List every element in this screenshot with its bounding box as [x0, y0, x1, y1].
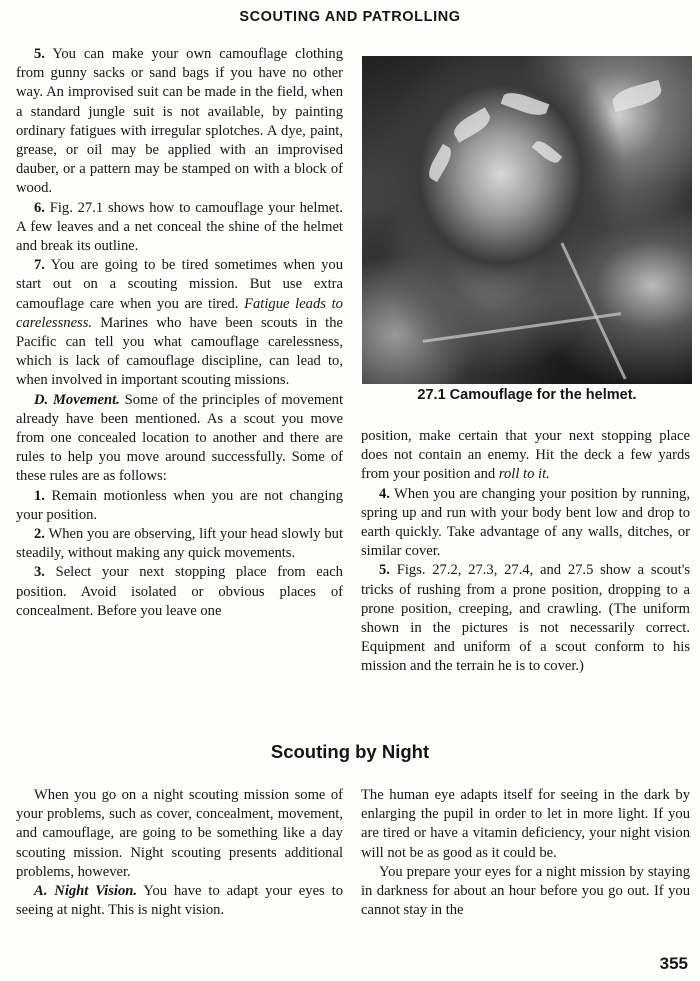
paragraph-text: Fig. 27.1 shows how to camouflage your helmet. A few leaves and a net conceal the shine of the helmet and break its outline. — [16, 199, 343, 255]
paragraph-number: 5. — [34, 46, 45, 62]
subsection-heading: D. Movement. — [34, 391, 120, 408]
leaf-decor — [532, 138, 563, 166]
bottom-right-column — [361, 786, 690, 920]
figure-caption: 27.1 Camouflage for the helmet. — [417, 387, 637, 403]
paragraph-number: 6. — [34, 199, 45, 216]
night-intro-paragraph: When you go on a night scouting mission some of your problems, such as cover, concealment, movement, and camouflage, are going to be something like a day scouting mission. Night scouting presents additional problems, however. — [16, 787, 343, 880]
paragraph-5 — [16, 45, 343, 199]
section-title: Scouting by Night — [270, 741, 430, 762]
rule-3 — [16, 563, 343, 621]
paragraph-text: Marines who have been scouts in the Pacific can tell you what camouflage carelessness, which is lack of camouflage discipline, can lead to, when involved in important scouting missions. — [16, 314, 344, 389]
rifle-sling-line — [560, 242, 626, 379]
rifle-sling-line — [423, 312, 621, 343]
leaf-decor — [501, 89, 550, 120]
paragraph-text: When you are observing, lift your head slowly but steadily, without making any quick movements. — [16, 526, 343, 562]
rule-5 — [361, 561, 690, 676]
paragraph-7 — [16, 256, 343, 390]
emphasis-text: Fatigue leads to carelessness. — [16, 295, 343, 331]
bottom-left-column — [16, 786, 343, 920]
right-column — [361, 427, 690, 677]
rule-2 — [16, 525, 343, 563]
paragraph-6 — [16, 199, 343, 257]
leaf-decor — [450, 107, 494, 143]
paragraph-text: Figs. 27.2, 27.3, 27.4, and 27.5 show a scout's tricks of rushing from a prone position, dropping to a prone position, creeping, and crawling. (The uniform shown in the pictures is not necessarily correct. Equipment and uniform of a scout conform to his mission and the terrain he is to cover.) — [361, 562, 690, 675]
leaf-decor — [610, 80, 663, 112]
section-d-movement — [16, 391, 343, 487]
paragraph-text: Some of the principles of movement already have been mentioned. As a scout you move from one concealed location to another and there are rules to help you move around successfully. Some of these rules are as follows: — [16, 391, 344, 485]
page-number: 355 — [659, 954, 688, 973]
rule-1 — [16, 487, 343, 525]
subsection-heading: A. Night Vision. — [34, 883, 138, 900]
paragraph-text: You are going to be tired sometimes when you start out on a scouting mission. But use extra camouflage care when you are tired. — [16, 257, 343, 312]
paragraph-number: 7. — [34, 257, 45, 274]
paragraph-text: You can make your own camouflage clothing from gunny sacks or sand bags if you have no other way. An improvised suit can be made in the field, when a standard jungle suit is not available, by painting ordinary fatigues with irregular splotches. A dye, paint, grease, or oil may be applied with an improvised dauber, or a pattern may be stamped on with a block of wood. — [16, 46, 343, 197]
eye-adaptation-paragraph: The human eye adapts itself for seeing in the dark by enlarging the pupil in order to let in more light. If you are tired or have a vitamin deficiency, your night vision will not be as good as it could be. — [361, 787, 690, 861]
paragraph-text: When you are changing your position by running, spring up and run with your body bent low and drop to earth quickly. Take advantage of any walls, ditches, or similar cover. — [361, 485, 690, 560]
running-head: SCOUTING AND PATROLLING — [239, 9, 461, 25]
rule-4 — [361, 485, 690, 562]
paragraph-continued — [361, 427, 690, 485]
paragraph-number: 5. — [379, 562, 390, 579]
paragraph-text: position, make certain that your next stopping place does not contain an enemy. Hit the deck a few yards from your position and — [361, 428, 690, 483]
prepare-eyes-paragraph: You prepare your eyes for a night mission by staying in darkness for about an hour before you go out. If you cannot stay in the — [361, 863, 690, 919]
paragraph-text: You have to adapt your eyes to seeing at night. This is night vision. — [16, 883, 343, 919]
leaf-decor — [425, 144, 455, 182]
emphasis-text: roll to it. — [498, 466, 550, 483]
paragraph-text: Select your next stopping place from each position. Avoid isolated or obvious places of concealment. Before you leave one — [16, 564, 343, 619]
night-vision-paragraph — [16, 882, 343, 920]
paragraph-text: Remain motionless when you are not changing your position. — [16, 487, 344, 523]
left-column — [16, 45, 343, 621]
paragraph-number: 2. — [34, 526, 45, 543]
paragraph-number: 4. — [379, 485, 390, 502]
paragraph-number: 3. — [34, 564, 45, 581]
paragraph-number: 1. — [34, 487, 45, 504]
helmet-camouflage-photo — [362, 56, 692, 384]
